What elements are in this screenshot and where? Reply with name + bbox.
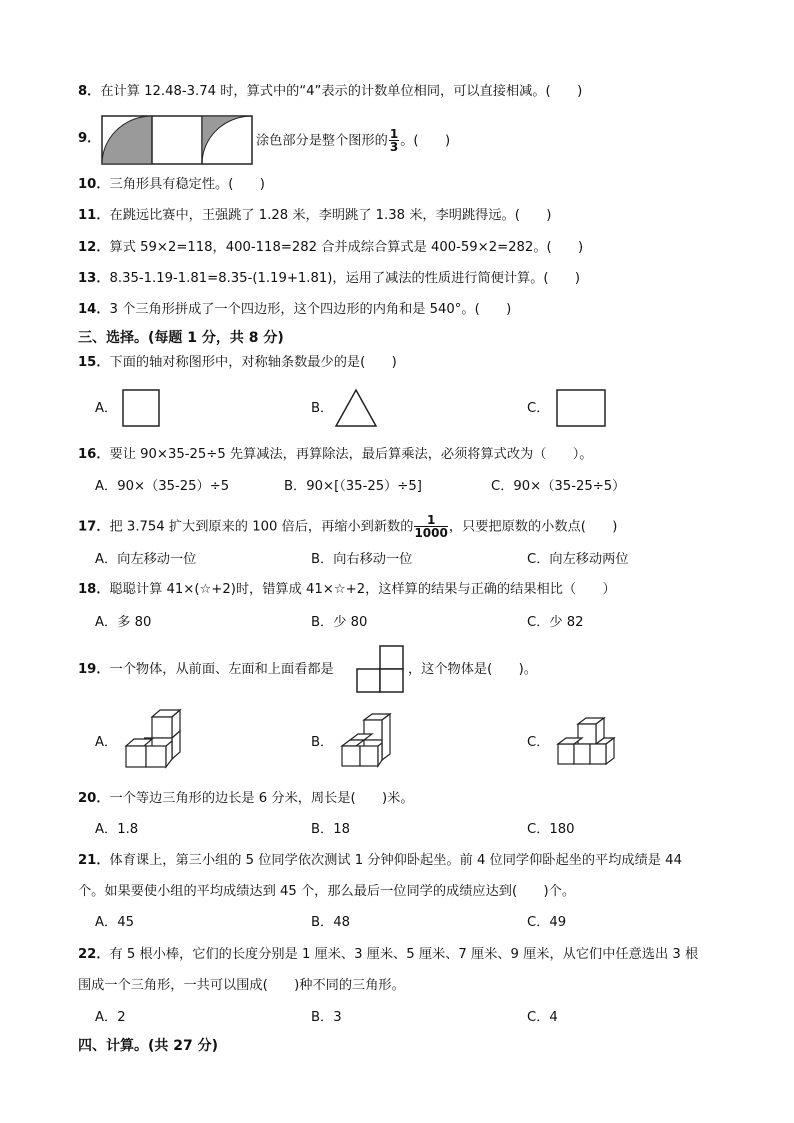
question-number: 10． — [78, 177, 110, 192]
question-number: 15． — [78, 355, 110, 370]
question-tail: ，只要把原数的小数点( ) — [448, 519, 618, 535]
option-a-label: A． — [95, 735, 118, 750]
question-number: 21． — [78, 853, 110, 868]
option-c: C．49 — [527, 915, 567, 930]
question-text: 涂色部分是整个图形的 — [256, 133, 388, 149]
option-a: A．向左移动一位 — [95, 552, 197, 567]
option-b: B．90×[（35-25）÷5] — [284, 479, 422, 494]
question-11 — [78, 207, 551, 225]
question-number: 11． — [78, 208, 110, 223]
option-c-label: C． — [527, 401, 550, 416]
option-b: B．向右移动一位 — [311, 552, 413, 567]
square-shape — [122, 389, 160, 427]
option-c: C．4 — [527, 1010, 558, 1025]
section-heading-3: 三、选择。(每题 1 分，共 8 分) — [78, 330, 284, 346]
question-19 — [78, 661, 334, 679]
option-a: A．多 80 — [95, 615, 152, 630]
q9-shaded-rectangle-figure — [101, 115, 253, 165]
question-number: 12． — [78, 240, 110, 255]
option-c: C．少 82 — [527, 615, 584, 630]
option-b-label: B． — [311, 735, 334, 750]
question-number: 8． — [78, 84, 101, 99]
question-12 — [78, 239, 583, 257]
question-22 — [78, 946, 698, 964]
question-17 — [78, 514, 617, 539]
question-18 — [78, 581, 616, 599]
option-a-label: A． — [95, 401, 118, 416]
option-c: C．180 — [527, 822, 575, 837]
option-b-cubes-figure — [340, 712, 396, 772]
question-number: 22． — [78, 947, 110, 962]
option-c: C．向左移动两位 — [527, 552, 629, 567]
question-text: 在计算 12.48-3.74 时，算式中的“4”表示的计数单位相同，可以直接相减。( ) — [100, 84, 583, 99]
option-a: A．90×（35-25）÷5 — [95, 479, 230, 494]
section-heading-4: 四、计算。(共 27 分) — [78, 1038, 219, 1054]
question-number: 19． — [78, 662, 110, 677]
question-text: 8.35-1.19-1.81=8.35-(1.19+1.81)，运用了减法的性质进行简便计算。( ) — [109, 271, 581, 286]
option-b: B．3 — [311, 1010, 342, 1025]
question-22-line-2: 围成一个三角形，一共可以围成( )种不同的三角形。 — [78, 978, 405, 993]
question-text: 一个物体，从前面、左面和上面看都是 — [109, 662, 334, 677]
question-number: 20． — [78, 791, 110, 806]
option-a-cubes-figure — [124, 707, 186, 773]
question-16 — [78, 446, 593, 464]
option-b: B．少 80 — [311, 615, 368, 630]
question-text: 聪聪计算 41×(☆+2)时，错算成 41×☆+2，这样算的结果与正确的结果相比（ ） — [109, 582, 616, 597]
option-b: B．18 — [311, 822, 351, 837]
triangle-shape — [335, 389, 377, 427]
option-b: B．48 — [311, 915, 351, 930]
question-text: 算式 59×2=118，400-118=282 合并成综合算式是 400-59×2=282。( ) — [109, 240, 584, 255]
question-number: 18． — [78, 582, 110, 597]
option-c-cubes-figure — [556, 716, 618, 772]
option-a: A．2 — [95, 1010, 126, 1025]
question-text: 3 个三角形拼成了一个四边形，这个四边形的内角和是 540°。( ) — [109, 302, 512, 317]
q19-view-figure — [355, 645, 405, 693]
question-text: 要让 90×35-25÷5 先算减法，再算除法，最后算乘法，必须将算式改为（ ）。 — [109, 447, 593, 462]
question-number: 17． — [78, 519, 110, 535]
option-a: A．1.8 — [95, 822, 139, 837]
question-14 — [78, 301, 511, 319]
rectangle-shape — [556, 389, 606, 427]
question-text: 在跳远比赛中，王强跳了 1.28 米，李明跳了 1.38 米，李明跳得远。( ) — [109, 208, 552, 223]
question-21 — [78, 852, 682, 870]
question-text: 下面的轴对称图形中，对称轴条数最少的是( ) — [109, 355, 397, 370]
question-10 — [78, 176, 265, 194]
question-number: 16． — [78, 447, 110, 462]
question-20 — [78, 790, 414, 808]
question-text: 一个等边三角形的边长是 6 分米，周长是( )米。 — [109, 791, 414, 806]
question-text: 三角形具有稳定性。( ) — [109, 177, 265, 192]
question-number: 14． — [78, 302, 110, 317]
question-number: 9． — [78, 131, 101, 146]
question-text: 把 3.754 扩大到原来的 100 倍后，再缩小到新数的 — [109, 519, 414, 535]
question-15 — [78, 354, 397, 372]
option-b-label: B． — [311, 401, 334, 416]
option-a: A．45 — [95, 915, 134, 930]
question-9 — [78, 130, 100, 148]
question-tail: 。( ) — [400, 133, 451, 149]
fraction-one-third: $\frac{1}{3}$ — [389, 127, 399, 154]
question-number: 13． — [78, 271, 110, 286]
question-19-tail: ，这个物体是( )。 — [408, 662, 537, 677]
question-9-text — [256, 128, 450, 153]
option-c-label: C． — [527, 735, 550, 750]
question-text: 有 5 根小棒，它们的长度分别是 1 厘米、3 厘米、5 厘米、7 厘米、9 厘米，从它们中任意选出 3 根 — [109, 947, 699, 962]
option-c: C．90×（35-25÷5） — [491, 479, 626, 494]
question-21-line-2: 个。如果要使小组的平均成绩达到 45 个，那么最后一位同学的成绩应达到( )个。 — [78, 884, 576, 899]
question-13 — [78, 270, 580, 288]
question-text: 体育课上，第三小组的 5 位同学依次测试 1 分钟仰卧起坐。前 4 位同学仰卧起坐的平均成绩是 44 — [109, 853, 682, 868]
fraction-one-thousandth: $\frac{1}{1000}$ — [414, 513, 448, 540]
question-8 — [78, 83, 582, 101]
